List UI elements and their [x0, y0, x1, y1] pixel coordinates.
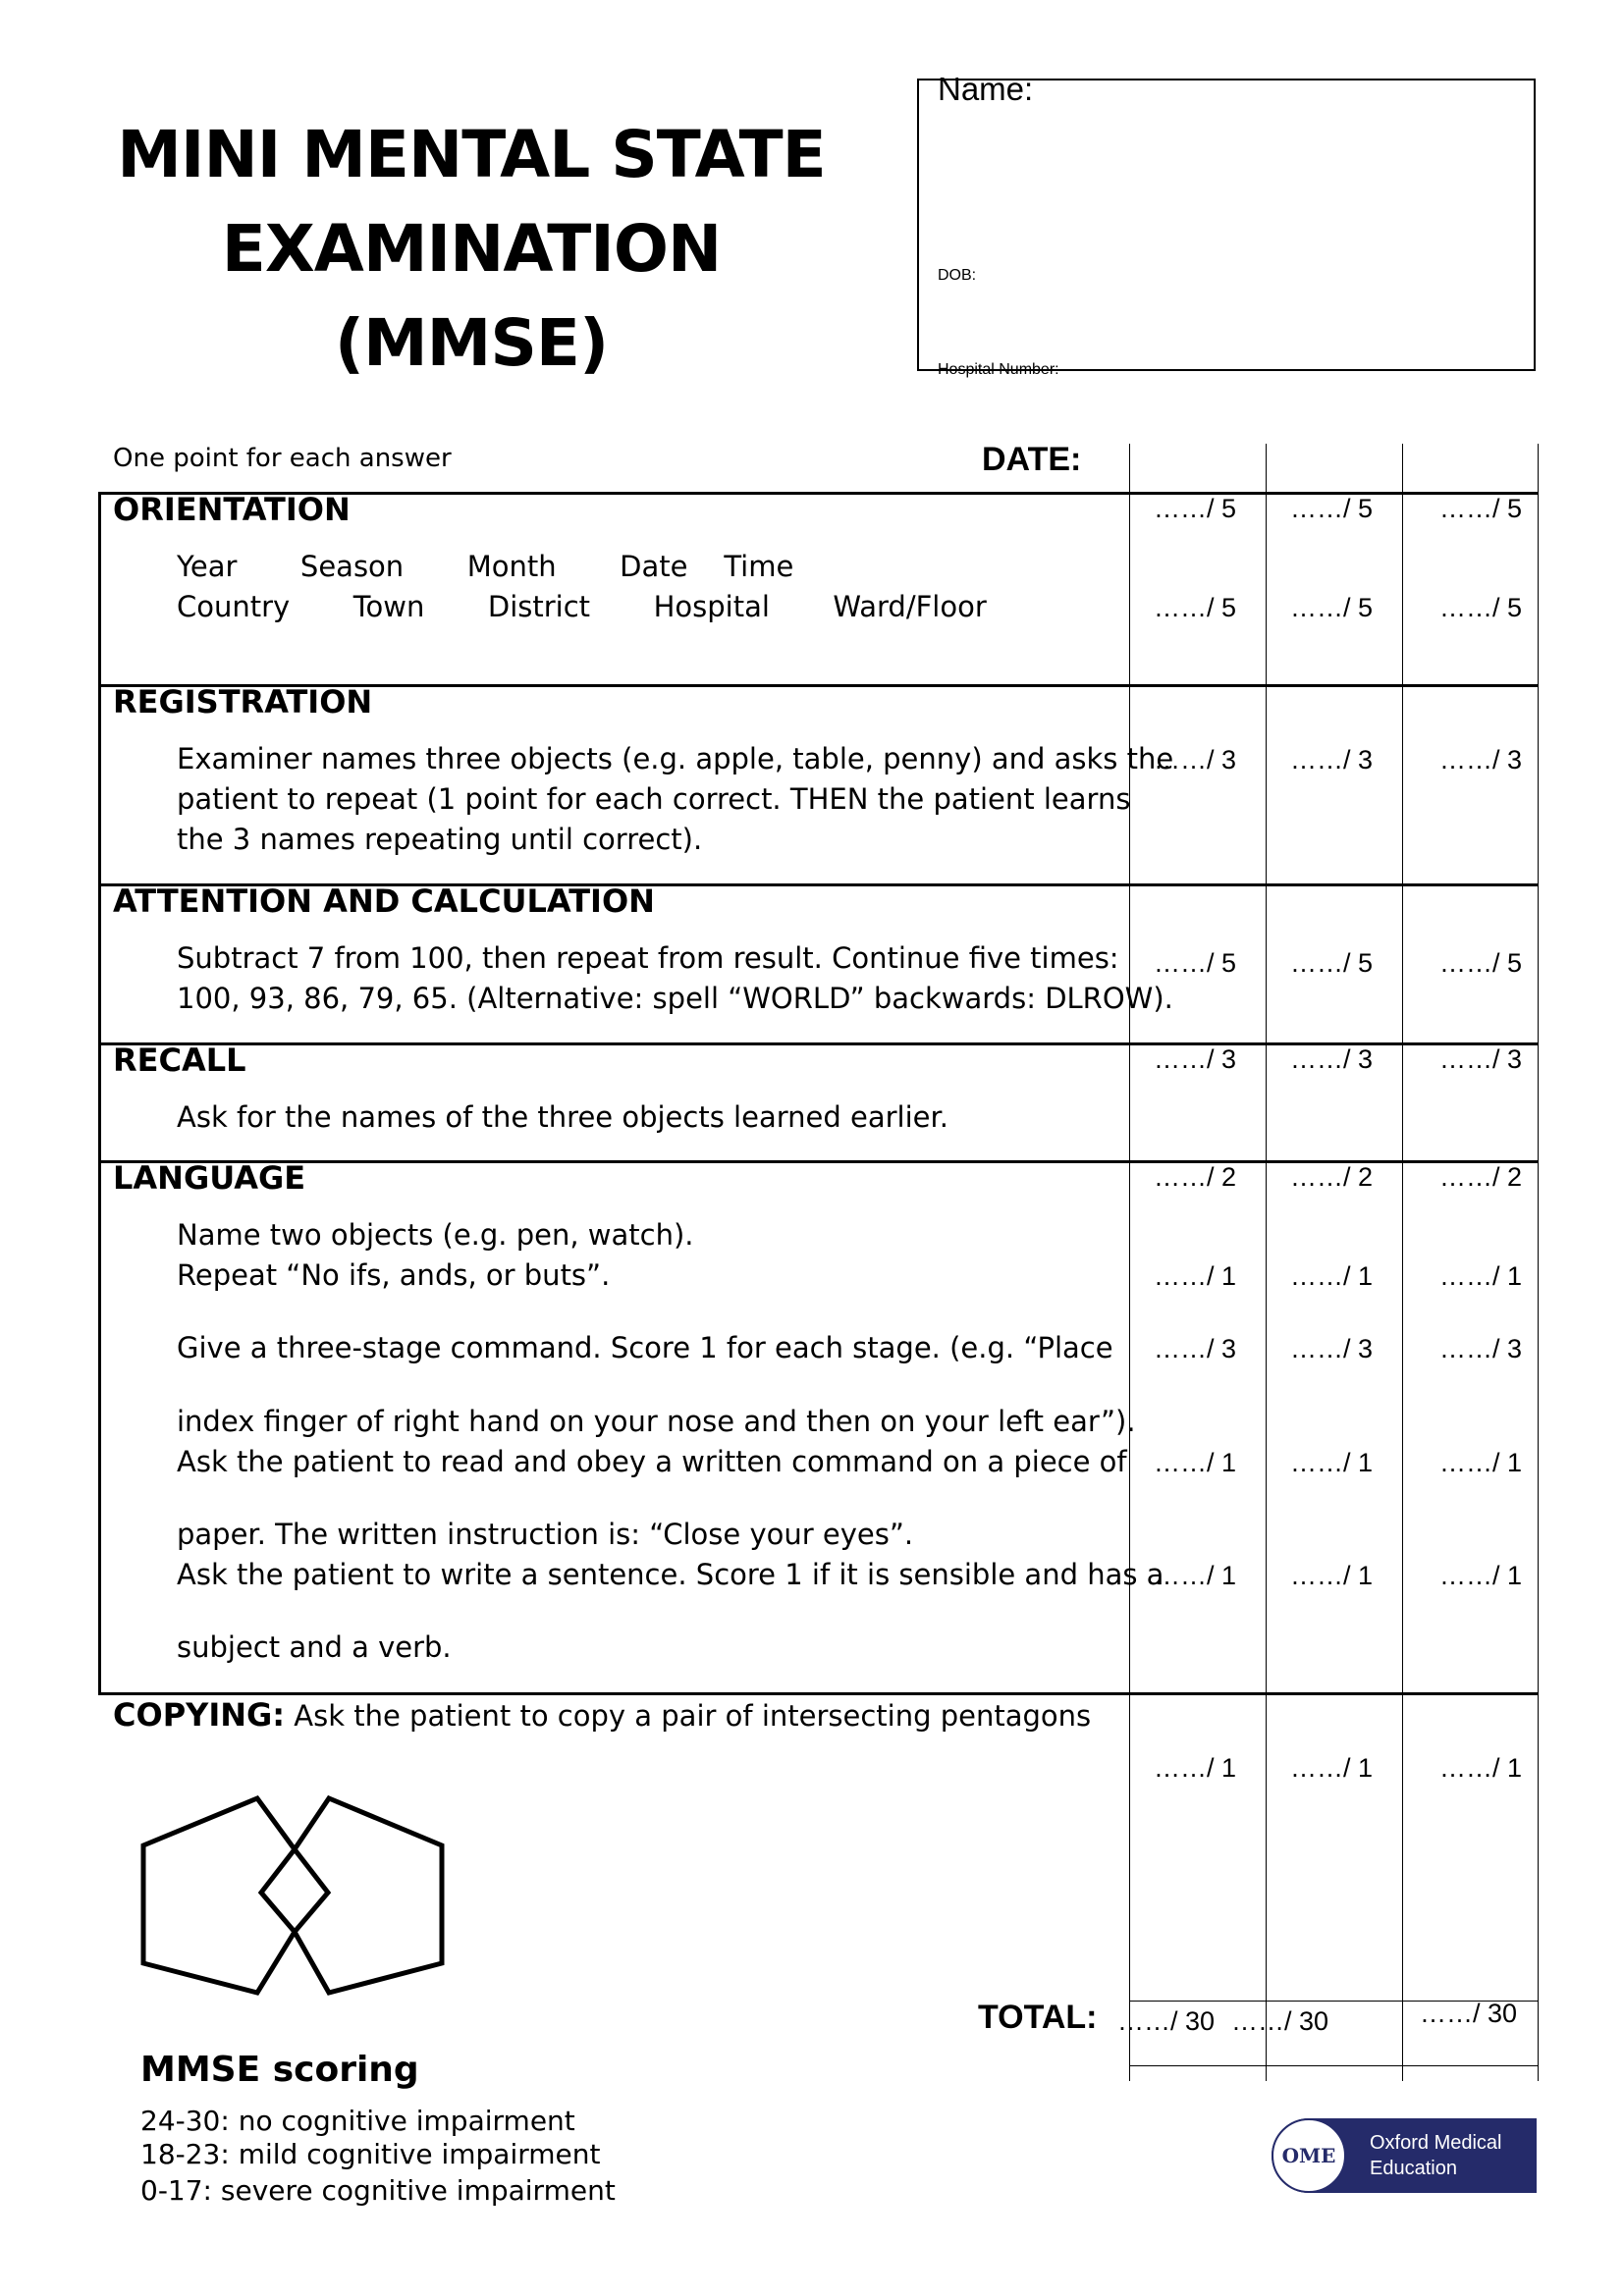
score-recall-3[interactable]: ……/ 3: [1439, 1044, 1523, 1074]
score-orientation-place-2[interactable]: ……/ 5: [1290, 593, 1374, 622]
logo-text: [1370, 2130, 1502, 2181]
ome-badge: OME: [1272, 2118, 1346, 2193]
score-recall-1[interactable]: ……/ 3: [1154, 1044, 1237, 1074]
registration-text-2: patient to repeat (1 point for each correct. THEN the patient learns: [177, 782, 1131, 816]
section-heading-attention: ATTENTION AND CALCULATION: [113, 882, 655, 920]
language-read-1: Ask the patient to read and obey a written command on a piece of: [177, 1445, 1127, 1478]
section-heading-language: LANGUAGE: [113, 1159, 306, 1197]
score-copying-1[interactable]: ……/ 1: [1154, 1753, 1237, 1783]
registration-text-1: Examiner names three objects (e.g. apple, table, penny) and asks the: [177, 742, 1174, 775]
score-language-repeat-3[interactable]: ……/ 1: [1439, 1261, 1523, 1291]
score-orientation-time-3[interactable]: ……/ 5: [1439, 494, 1523, 523]
copying-instruction: [113, 1696, 1091, 1734]
section-heading-orientation: ORIENTATION: [113, 491, 351, 528]
title-line-1: MINI MENTAL STATE: [117, 117, 826, 192]
score-registration-2[interactable]: ……/ 3: [1290, 745, 1374, 774]
attention-text-1: Subtract 7 from 100, then repeat from result. Continue five times:: [177, 941, 1119, 975]
score-copying-2[interactable]: ……/ 1: [1290, 1753, 1374, 1783]
score-language-read-1[interactable]: ……/ 1: [1154, 1448, 1237, 1477]
scoring-mild-impairment: 18-23: mild cognitive impairment: [140, 2138, 601, 2170]
oxford-medical-education-logo: [1272, 2118, 1537, 2193]
score-language-name-2[interactable]: ……/ 2: [1290, 1162, 1374, 1192]
hospital-number-field-label[interactable]: Hospital Number:: [938, 361, 1059, 378]
language-write-2: subject and a verb.: [177, 1630, 452, 1664]
score-language-name-1[interactable]: ……/ 2: [1154, 1162, 1237, 1192]
logo-text-line-2: Education: [1370, 2158, 1457, 2179]
title-line-2: EXAMINATION: [221, 211, 722, 287]
dob-field-label[interactable]: DOB:: [938, 267, 977, 284]
total-score-1[interactable]: ……/ 30: [1117, 2006, 1216, 2036]
table-left-border: [98, 493, 101, 1694]
registration-text-3: the 3 names repeating until correct).: [177, 823, 703, 856]
total-score-2[interactable]: ……/ 30: [1231, 2006, 1329, 2036]
total-label: TOTAL:: [978, 1999, 1098, 2036]
date-label: DATE:: [982, 441, 1082, 478]
score-language-name-3[interactable]: ……/ 2: [1439, 1162, 1523, 1192]
total-score-3[interactable]: ……/ 30: [1420, 1999, 1518, 2028]
language-command-1: Give a three-stage command. Score 1 for each stage. (e.g. “Place: [177, 1331, 1113, 1364]
intersecting-pentagons-figure: [137, 1794, 452, 2001]
score-language-read-3[interactable]: ……/ 1: [1439, 1448, 1523, 1477]
language-repeat: Repeat “No ifs, ands, or buts”.: [177, 1258, 611, 1292]
total-row-bottom-line: [1129, 2065, 1539, 2066]
score-orientation-place-1[interactable]: ……/ 5: [1154, 593, 1237, 622]
column-divider-2: [1266, 444, 1267, 2081]
score-language-repeat-1[interactable]: ……/ 1: [1154, 1261, 1237, 1291]
recall-text: Ask for the names of the three objects learned earlier.: [177, 1100, 948, 1134]
score-registration-1[interactable]: ……/ 3: [1154, 745, 1237, 774]
right-pentagon: [295, 1798, 442, 1993]
language-command-2: index finger of right hand on your nose and then on your left ear”).: [177, 1405, 1136, 1438]
title-line-3: (MMSE): [334, 305, 609, 381]
copying-text: Ask the patient to copy a pair of intersecting pentagons: [285, 1699, 1092, 1733]
scoring-severe-impairment: 0-17: severe cognitive impairment: [140, 2174, 616, 2207]
left-pentagon: [143, 1798, 295, 1993]
score-orientation-time-1[interactable]: ……/ 5: [1154, 494, 1237, 523]
score-language-repeat-2[interactable]: ……/ 1: [1290, 1261, 1374, 1291]
row-divider-copying: [98, 1692, 1539, 1695]
orientation-place-items: Country Town District Hospital Ward/Floor: [177, 590, 987, 623]
patient-details-box: [917, 71, 1536, 378]
column-divider-1: [1129, 444, 1130, 2081]
language-write-1: Ask the patient to write a sentence. Score 1 if it is sensible and has a: [177, 1558, 1164, 1591]
language-read-2: paper. The written instruction is: “Close your eyes”.: [177, 1518, 914, 1551]
score-language-write-3[interactable]: ……/ 1: [1439, 1561, 1523, 1590]
instruction-text: One point for each answer: [113, 444, 452, 473]
column-divider-3: [1402, 444, 1403, 2081]
score-attention-1[interactable]: ……/ 5: [1154, 948, 1237, 978]
section-heading-copying: COPYING:: [113, 1696, 286, 1734]
score-recall-2[interactable]: ……/ 3: [1290, 1044, 1374, 1074]
scoring-no-impairment: 24-30: no cognitive impairment: [140, 2105, 575, 2137]
scoring-heading: MMSE scoring: [140, 2050, 419, 2090]
score-attention-2[interactable]: ……/ 5: [1290, 948, 1374, 978]
score-copying-3[interactable]: ……/ 1: [1439, 1753, 1523, 1783]
column-divider-4: [1538, 444, 1539, 2081]
score-language-read-2[interactable]: ……/ 1: [1290, 1448, 1374, 1477]
score-language-command-1[interactable]: ……/ 3: [1154, 1334, 1237, 1363]
score-language-command-3[interactable]: ……/ 3: [1439, 1334, 1523, 1363]
section-heading-recall: RECALL: [113, 1041, 246, 1079]
score-language-command-2[interactable]: ……/ 3: [1290, 1334, 1374, 1363]
section-heading-registration: REGISTRATION: [113, 683, 373, 721]
name-field-label[interactable]: Name:: [938, 71, 1034, 107]
score-orientation-time-2[interactable]: ……/ 5: [1290, 494, 1374, 523]
orientation-time-items: Year Season Month Date Time: [177, 550, 794, 583]
score-registration-3[interactable]: ……/ 3: [1439, 745, 1523, 774]
score-orientation-place-3[interactable]: ……/ 5: [1439, 593, 1523, 622]
attention-text-2: 100, 93, 86, 79, 65. (Alternative: spell “WORLD” backwards: DLROW).: [177, 982, 1173, 1015]
logo-text-line-1: Oxford Medical: [1370, 2132, 1502, 2154]
score-language-write-1[interactable]: ……/ 1: [1154, 1561, 1237, 1590]
language-name-objects: Name two objects (e.g. pen, watch).: [177, 1218, 694, 1252]
page-title: [98, 108, 844, 391]
score-attention-3[interactable]: ……/ 5: [1439, 948, 1523, 978]
score-language-write-2[interactable]: ……/ 1: [1290, 1561, 1374, 1590]
